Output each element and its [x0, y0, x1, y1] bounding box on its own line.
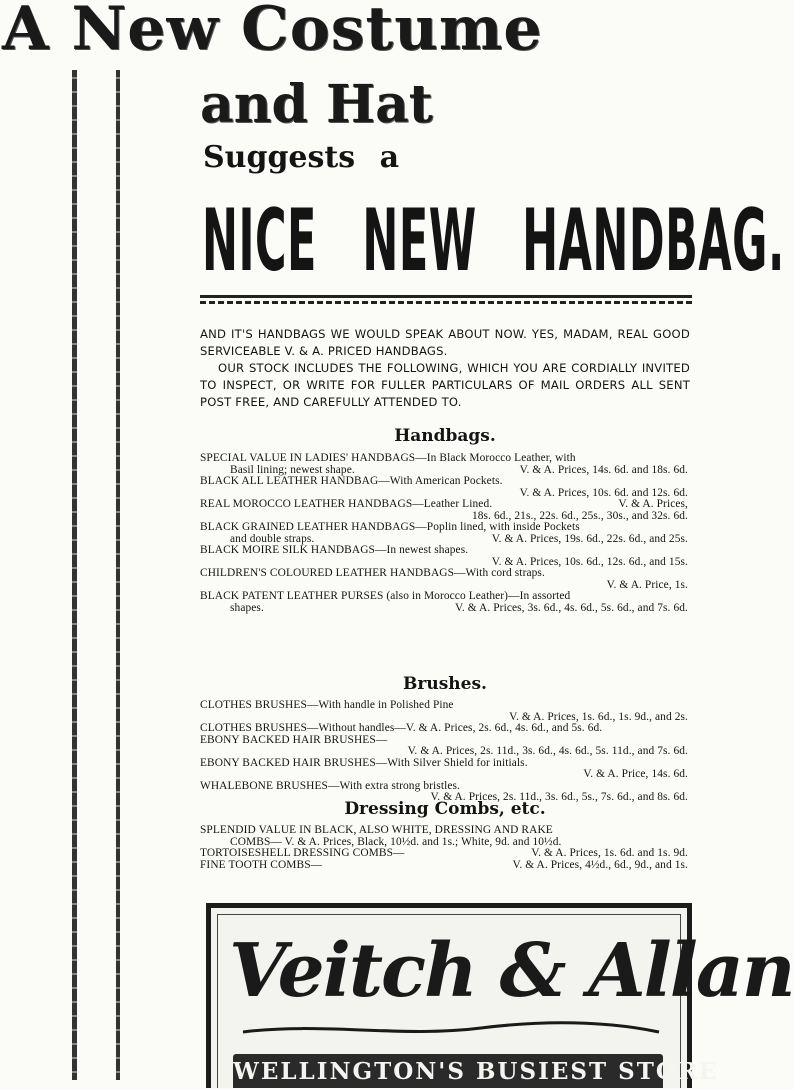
item-price: V. & A. Price, 14s. 6d.: [583, 768, 688, 780]
item-description-cont: shapes.: [230, 601, 264, 614]
item-price: V. & A. Price, 1s.: [606, 578, 688, 591]
item-price: V. & A. Prices, 10s. 6d. and 12s. 6d.: [519, 486, 688, 499]
item-description-cont: COMBS— V. & A. Prices, Black, 10½d. and 1s.; White, 9d. and 10½d.: [230, 835, 562, 848]
item-price: V. & A. Prices, 2s. 11d., 3s. 6d., 4s. 6d., 5s. 11d., and 7s. 6d.: [407, 745, 688, 757]
left-border-inner: [116, 70, 120, 1080]
list-item: [200, 545, 688, 568]
item-description: FINE TOOTH COMBS—: [200, 858, 323, 871]
item-description: BLACK ALL LEATHER HANDBAG—With American Pockets.: [200, 475, 503, 487]
item-price: V. & A. Prices, 1s. 6d. and 1s. 9d.: [531, 847, 688, 859]
headline-line-3: Suggests a: [203, 140, 400, 175]
list-item: [200, 499, 688, 522]
item-description: EBONY BACKED HAIR BRUSHES—: [200, 733, 388, 746]
item-description-cont: and double straps.: [230, 532, 315, 545]
item-description-cont: V. & A. Prices,: [618, 498, 688, 510]
item-price: V. & A. Prices, 2s. 11d., 3s. 6d., 5s., 7s. 6d., and 8s. 6d.: [430, 791, 688, 803]
item-description: EBONY BACKED HAIR BRUSHES—With Silver Shield for initials.: [200, 756, 528, 769]
intro-text: [200, 326, 690, 411]
item-description: TORTOISESHELL DRESSING COMBS—: [200, 847, 405, 859]
list-item: [200, 723, 688, 735]
item-description: SPECIAL VALUE IN LADIES' HANDBAGS—In Black Morocco Leather, with: [200, 452, 576, 464]
store-logo: [206, 903, 794, 1088]
logo-script-text: Veitch & Allan: [229, 928, 794, 1014]
item-description: REAL MOROCCO LEATHER HANDBAGS—Leather Lined.: [200, 498, 493, 510]
item-description-cont: Basil lining; newest shape.: [230, 463, 355, 476]
combs-list: [200, 825, 688, 871]
logo-swash-icon: [241, 1020, 661, 1040]
item-description: CHILDREN'S COLOURED LEATHER HANDBAGS—With cord straps.: [200, 567, 545, 579]
product-headline: NICE NEW HANDBAG.: [202, 191, 785, 291]
list-item: [200, 825, 688, 848]
intro-paragraph-2: OUR STOCK INCLUDES THE FOLLOWING, WHICH YOU ARE CORDIALLY INVITED TO INSPECT, OR WRITE FOR FULLER PARTICULARS OF MAIL ORDERS ALL SENT POST FREE, AND CAREFULLY ATTENDED TO.: [200, 361, 690, 409]
brushes-list: [200, 700, 688, 804]
item-description: BLACK GRAINED LEATHER HANDBAGS—Poplin lined, with inside Pockets: [200, 521, 580, 533]
section-heading-combs: Dressing Combs, etc.: [344, 799, 546, 819]
item-description: SPLENDID VALUE IN BLACK, ALSO WHITE, DRESSING AND RAKE: [200, 824, 553, 836]
list-item: [200, 591, 688, 614]
handbags-list: [200, 453, 688, 614]
item-price: V. & A. Prices, 1s. 6d., 1s. 9d., and 2s.: [509, 710, 688, 723]
logo-banner: WELLINGTON'S BUSIEST STORE: [233, 1054, 663, 1088]
item-description: CLOTHES BRUSHES—Without handles—V. & A. Prices, 2s. 6d., 4s. 6d., and 5s. 6d.: [200, 722, 603, 734]
item-price: V. & A. Prices, 3s. 6d., 4s. 6d., 5s. 6d., and 7s. 6d.: [454, 601, 688, 614]
list-item: [200, 476, 688, 499]
item-description: BLACK PATENT LEATHER PURSES (also in Morocco Leather)—In assorted: [200, 590, 571, 602]
item-description: BLACK MOIRE SILK HANDBAGS—In newest shapes.: [200, 544, 469, 556]
item-price: 18s. 6d., 21s., 22s. 6d., 25s., 30s., and 32s. 6d.: [471, 509, 688, 522]
list-item: [200, 700, 688, 723]
list-item: [200, 758, 688, 781]
item-price: V. & A. Prices, 14s. 6d. and 18s. 6d.: [519, 463, 688, 476]
item-price: V. & A. Prices, 19s. 6d., 22s. 6d., and 25s.: [491, 532, 688, 545]
list-item: [200, 522, 688, 545]
item-price: V. & A. Prices, 10s. 6d., 12s. 6d., and 15s.: [491, 555, 688, 568]
left-border-outer: [72, 70, 77, 1080]
headline-line-1: A New Costume: [2, 0, 543, 64]
list-item: [200, 860, 688, 872]
item-description: CLOTHES BRUSHES—With handle in Polished Pine: [200, 699, 454, 711]
headline-line-2: and Hat: [200, 74, 433, 135]
section-heading-handbags: Handbags.: [394, 426, 496, 446]
list-item: [200, 568, 688, 591]
item-price: V. & A. Prices, 4½d., 6d., 9d., and 1s.: [512, 858, 688, 871]
divider-rule: [200, 295, 692, 298]
list-item: [200, 453, 688, 476]
intro-paragraph-1: AND IT'S HANDBAGS WE WOULD SPEAK ABOUT NOW. YES, MADAM, REAL GOOD SERVICEABLE V. & A. PRICED HANDBAGS.: [200, 327, 690, 358]
divider-rule-dashed: [200, 301, 692, 304]
section-heading-brushes: Brushes.: [403, 674, 487, 694]
item-description: WHALEBONE BRUSHES—With extra strong bristles.: [200, 779, 460, 792]
list-item: [200, 735, 688, 758]
